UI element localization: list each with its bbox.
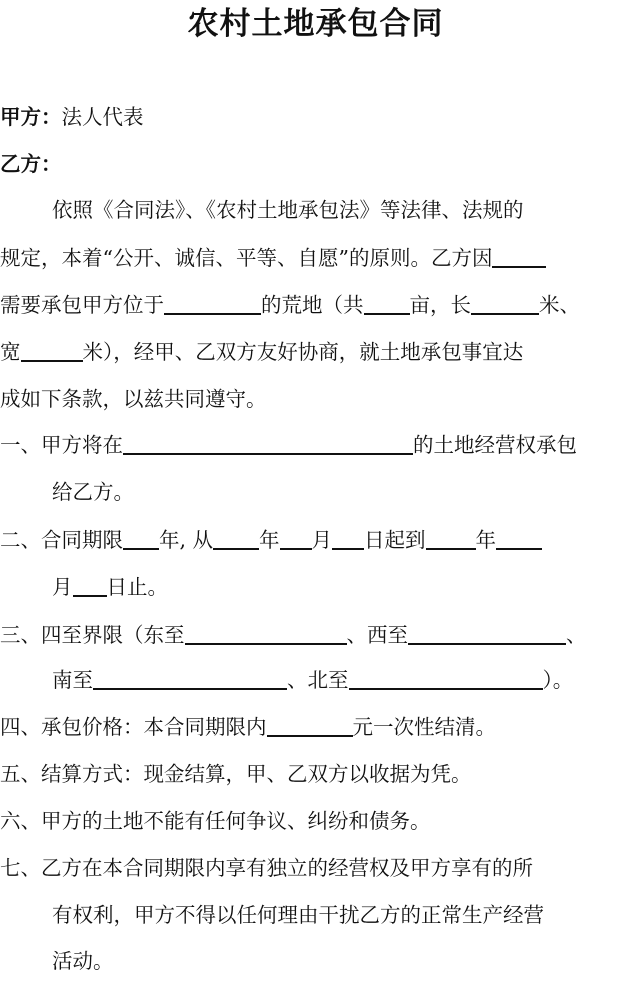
clause-text: 、北至 bbox=[287, 668, 349, 692]
clause-text: 年 bbox=[475, 528, 497, 552]
clause-1-line-2: 给乙方。 bbox=[52, 480, 134, 504]
blank-reason bbox=[492, 244, 546, 268]
contract-title: 农村土地承包合同 bbox=[187, 6, 444, 42]
party-b-line bbox=[0, 149, 62, 179]
clause-2-line-1 bbox=[0, 525, 542, 555]
clause-2-line-2 bbox=[52, 572, 168, 602]
clause-1-line-1 bbox=[0, 430, 577, 460]
blank-north-boundary bbox=[349, 666, 543, 690]
clause-text: ）。 bbox=[542, 668, 574, 692]
clause-text: 的土地经营权承包 bbox=[413, 433, 577, 457]
blank-end-year bbox=[426, 526, 476, 550]
preamble-text: 米、 bbox=[539, 293, 580, 317]
party-a-label: 甲方： bbox=[0, 105, 62, 129]
clause-5-line: 五、结算方式：现金结算，甲、乙双方以收据为凭。 bbox=[0, 762, 472, 786]
clause-7-line-2: 有权利，甲方不得以任何理由干扰乙方的正常生产经营 bbox=[52, 903, 544, 927]
preamble-text: 规定，本着“公开、诚信、平等、自愿”的原则。乙方因 bbox=[0, 246, 493, 270]
preamble-text: 需要承包甲方位于 bbox=[0, 293, 164, 317]
preamble-line-3 bbox=[0, 290, 580, 320]
party-a-line bbox=[0, 102, 144, 132]
clause-4-line bbox=[0, 712, 496, 742]
blank-area-mu bbox=[364, 291, 410, 315]
clause-text: 二、合同期限 bbox=[0, 528, 123, 552]
clause-text: 月 bbox=[311, 528, 333, 552]
blank-start-day bbox=[332, 526, 364, 550]
preamble-text: 宽 bbox=[0, 340, 21, 364]
clause-text: 一、甲方将在 bbox=[0, 433, 123, 457]
blank-start-month bbox=[280, 526, 312, 550]
blank-east-boundary bbox=[185, 621, 347, 645]
blank-location bbox=[164, 291, 261, 315]
clause-text: 四、承包价格：本合同期限内 bbox=[0, 715, 267, 739]
clause-3-line-1 bbox=[0, 620, 587, 650]
preamble-text: 米），经甲、乙双方友好协商，就土地承包事宜达 bbox=[82, 340, 524, 364]
clause-text: 年, 从 bbox=[159, 528, 214, 552]
clause-text: 月 bbox=[52, 575, 73, 599]
preamble-line-1: 依照《合同法》、《农村土地承包法》等法律、法规的 bbox=[52, 198, 524, 222]
blank-length bbox=[471, 291, 539, 315]
preamble-line-2 bbox=[0, 243, 546, 273]
blank-end-month-line bbox=[496, 526, 542, 550]
blank-south-boundary bbox=[93, 666, 287, 690]
clause-7-line-1: 七、乙方在本合同期限内享有独立的经营权及甲方享有的所 bbox=[0, 856, 533, 880]
blank-start-year bbox=[213, 526, 259, 550]
blank-land-location bbox=[123, 431, 413, 455]
clause-text: 元一次性结清。 bbox=[352, 715, 496, 739]
preamble-line-4 bbox=[0, 337, 523, 367]
clause-text: 年 bbox=[259, 528, 280, 552]
party-b-label: 乙方： bbox=[0, 152, 62, 176]
preamble-text: 的荒地（共 bbox=[261, 293, 364, 317]
blank-price bbox=[267, 713, 353, 737]
party-a-value: 法人代表 bbox=[61, 105, 144, 129]
preamble-text: 亩，长 bbox=[409, 293, 471, 317]
clause-text: 日起到 bbox=[364, 528, 426, 552]
clause-6-line: 六、甲方的土地不能有任何争议、纠纷和债务。 bbox=[0, 809, 431, 833]
clause-text: 南至 bbox=[52, 668, 93, 692]
clause-7-line-3: 活动。 bbox=[52, 949, 114, 973]
clause-text: 、西至 bbox=[346, 623, 408, 647]
preamble-line-5: 成如下条款，以兹共同遵守。 bbox=[0, 387, 267, 411]
clause-text: 、 bbox=[566, 623, 587, 647]
clause-text: 三、四至界限（东至 bbox=[0, 623, 185, 647]
blank-term-years bbox=[123, 526, 159, 550]
clause-text: 日止。 bbox=[106, 575, 168, 599]
blank-end-day bbox=[73, 573, 107, 597]
blank-width bbox=[21, 338, 83, 362]
clause-3-line-2 bbox=[52, 665, 573, 695]
blank-west-boundary bbox=[408, 621, 566, 645]
